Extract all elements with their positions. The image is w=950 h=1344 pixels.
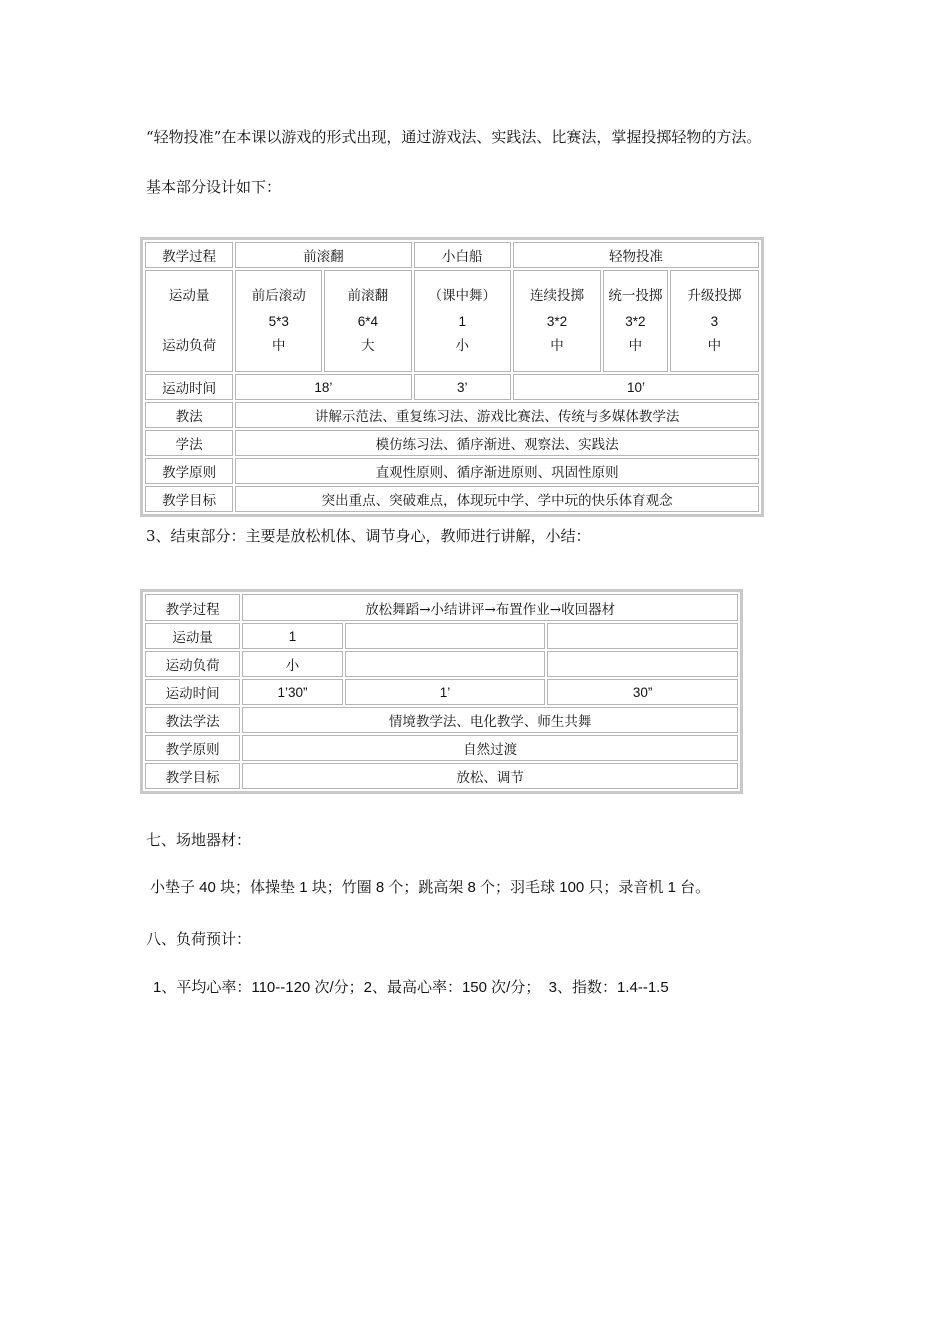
time-value-2: 1’ — [345, 679, 546, 705]
basic-design-table — [140, 237, 764, 517]
activity-amount: 1 — [458, 313, 466, 329]
process-flow-rest: →小结讲评→布置作业→收回器材 — [419, 601, 616, 618]
row-label: 运动时间 — [145, 374, 233, 400]
activity-cell — [603, 270, 668, 372]
row-label: 运动时间 — [145, 679, 240, 705]
table2-row-goal — [145, 763, 738, 789]
principle-value: 直观性原则、循序渐进原则、巩固性原则 — [235, 458, 759, 484]
activity-cell — [235, 270, 322, 372]
table2-row-load — [145, 651, 738, 677]
time-value-3: 30” — [547, 679, 738, 705]
process-light-throw: 轻物投准 — [513, 242, 759, 268]
activity-amount: 6*4 — [357, 313, 379, 329]
activity-name: （课中舞） — [428, 287, 496, 304]
activity-load: 中 — [272, 337, 286, 354]
row-label: 教学目标 — [145, 486, 233, 512]
equipment-list: 小垫子 40 块；体操垫 1 块；竹圈 8 个；跳高架 8 个；羽毛球 100 只；录音机 1 台。 — [150, 879, 711, 896]
time-little-boat: 3’ — [414, 374, 511, 400]
end-design-table — [140, 589, 743, 794]
empty-cell — [547, 651, 738, 677]
principle-value: 自然过渡 — [242, 735, 738, 761]
empty-cell — [345, 623, 546, 649]
activity-amount: 5*3 — [268, 313, 289, 329]
goal-value: 突出重点、突破难点，体现玩中学、学中玩的快乐体育观念 — [235, 486, 759, 512]
activity-load: 中 — [550, 337, 564, 354]
empty-cell — [345, 651, 546, 677]
load-label: 运动负荷 — [162, 338, 217, 354]
row-label: 教学过程 — [145, 594, 240, 621]
row-label: 教学原则 — [145, 458, 233, 484]
table1-row-time — [145, 374, 759, 400]
process-forward-roll: 前滚翻 — [235, 242, 411, 268]
table1-row-amount-load — [145, 270, 759, 372]
method-value: 情境教学法、电化教学、师生共舞 — [242, 707, 738, 733]
section7-heading: 七、场地器材： — [146, 831, 252, 849]
table1-row-process — [145, 242, 759, 268]
goal-value: 放松、调节 — [242, 763, 738, 789]
end-section-heading: 3、结束部分：主要是放松机体、调节身心，教师进行讲解，小结： — [146, 527, 591, 545]
activity-amount: 3*2 — [625, 313, 646, 329]
process-flow — [242, 594, 738, 621]
amount-value: 1 — [242, 623, 342, 649]
table1-row-method — [145, 402, 759, 428]
activity-cell — [324, 270, 411, 372]
load-value: 小 — [242, 651, 342, 677]
activity-name: 连续投掷 — [530, 287, 585, 304]
row-label: 教学原则 — [145, 735, 240, 761]
time-forward-roll: 18’ — [235, 374, 411, 400]
row-label: 运动负荷 — [145, 651, 240, 677]
activity-load: 中 — [707, 337, 722, 354]
table2-row-method — [145, 707, 738, 733]
activity-load: 大 — [361, 337, 375, 354]
table2-row-time — [145, 679, 738, 705]
process-little-boat: 小白船 — [414, 242, 511, 268]
section8-heading: 八、负荷预计： — [146, 930, 252, 948]
table2-row-process — [145, 594, 738, 621]
activity-cell — [414, 270, 511, 372]
activity-amount: 3*2 — [546, 313, 568, 329]
row-label: 教学目标 — [145, 763, 240, 789]
time-value-1: 1’30” — [242, 679, 342, 705]
table1-row-learn — [145, 430, 759, 456]
row-label: 学法 — [145, 430, 233, 456]
activity-amount: 3 — [710, 313, 719, 329]
row-label: 运动量 — [145, 623, 240, 649]
row-label: 教法 — [145, 402, 233, 428]
activity-name: 统一投掷 — [608, 287, 663, 304]
time-light-throw: 10’ — [513, 374, 759, 400]
activity-load: 小 — [455, 337, 469, 354]
empty-cell — [547, 623, 738, 649]
load-forecast: 1、平均心率：110--120 次/分；2、最高心率：150 次/分； 3、指数：1.4--1.5 — [153, 979, 669, 996]
process-flow-first: 放松舞蹈 — [365, 601, 420, 618]
activity-cell — [513, 270, 601, 372]
table1-row-goal — [145, 486, 759, 512]
learn-value: 模仿练习法、循序渐进、观察法、实践法 — [235, 430, 759, 456]
activity-name: 前滚翻 — [347, 287, 389, 304]
activity-name: 前后滚动 — [251, 287, 306, 304]
table1-row-principle — [145, 458, 759, 484]
method-value: 讲解示范法、重复练习法、游戏比赛法、传统与多媒体教学法 — [235, 402, 759, 428]
row-label-amount-load — [145, 270, 233, 372]
row-label: 教学过程 — [145, 242, 233, 268]
intro-paragraph: “轻物投准”在本课以游戏的形式出现，通过游戏法、实践法、比赛法，掌握投掷轻物的方法。 — [146, 128, 762, 146]
row-label: 教法学法 — [145, 707, 240, 733]
table2-row-amount — [145, 623, 738, 649]
activity-cell — [670, 270, 759, 372]
activity-name: 升级投掷 — [687, 287, 742, 304]
activity-load: 中 — [628, 337, 643, 354]
table2-row-principle — [145, 735, 738, 761]
amount-label: 运动量 — [168, 288, 210, 304]
basic-section-heading: 基本部分设计如下： — [146, 178, 282, 196]
